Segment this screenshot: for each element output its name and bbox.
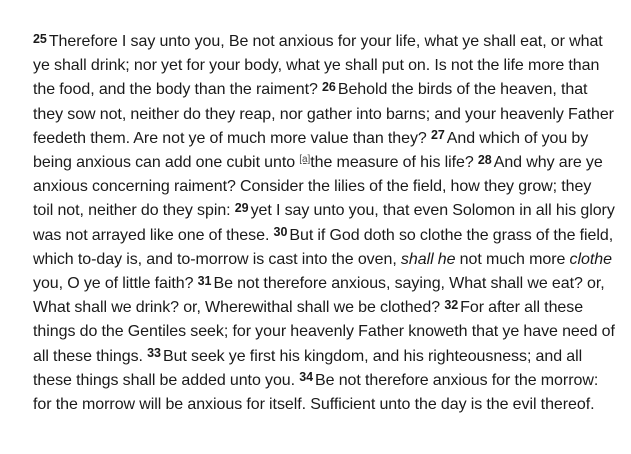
verse-text: Be not therefore anxious, saying, What shall we eat? or, What shall we drink? or, Wherewithal shall we be clothed? bbox=[33, 275, 605, 317]
verse-number: 33 bbox=[147, 346, 161, 361]
verse-number: 34 bbox=[299, 370, 314, 385]
verse-text: yet I say unto you, that even Solomon in all his glory was not arrayed like one of these. bbox=[33, 202, 615, 244]
verse-number: 31 bbox=[197, 273, 212, 288]
verse-text: not much more bbox=[455, 250, 570, 268]
verse-text: But if God doth so clothe the grass of the field, which to-day is, and to-morrow is cast into the oven, bbox=[33, 226, 614, 268]
verse-number: 27 bbox=[430, 128, 445, 143]
verse-number: 30 bbox=[273, 225, 288, 240]
italic-text: clothe bbox=[569, 250, 612, 268]
verse-number: 28 bbox=[477, 152, 492, 167]
verse-text: Therefore I say unto you, Be not anxious for your life, what ye shall eat, or what ye shall drink; nor yet for your body, what ye shall put on. Is not the life more than the food, and the body than the raiment? bbox=[33, 33, 603, 99]
verse-text: And which of you by being anxious can add one cubit unto bbox=[33, 129, 589, 172]
verse-text: Be not therefore anxious for the morrow: for the morrow will be anxious for itself. Sufficient unto the day is the evil thereof. bbox=[33, 371, 599, 414]
verse-text: And why are ye anxious concerning raiment? Consider the lilies of the field, how they grow; they toil not, neither do they spin: bbox=[33, 154, 603, 220]
verse-number: 25 bbox=[33, 31, 47, 46]
italic-text: shall he bbox=[400, 250, 456, 268]
verse-number: 29 bbox=[234, 200, 249, 215]
verse-text: you, O ye of little faith? bbox=[33, 275, 198, 293]
scripture-passage bbox=[33, 30, 615, 417]
verse-number: 26 bbox=[322, 79, 336, 94]
footnote-link[interactable]: [a] bbox=[299, 154, 311, 166]
verse-number: 32 bbox=[444, 297, 459, 312]
verse-text: the measure of his life? bbox=[310, 154, 478, 172]
verse-text: For after all these things do the Gentiles seek; for your heavenly Father knoweth that ye have need of all these things. bbox=[33, 299, 615, 365]
verse-text: Behold the birds of the heaven, that they sow not, neither do they reap, nor gather into barns; and your heavenly Father feedeth them. Are not ye of much more value than they? bbox=[33, 81, 614, 147]
verse-text: But seek ye first his kingdom, and his righteousness; and all these things shall be added unto you. bbox=[33, 347, 583, 389]
